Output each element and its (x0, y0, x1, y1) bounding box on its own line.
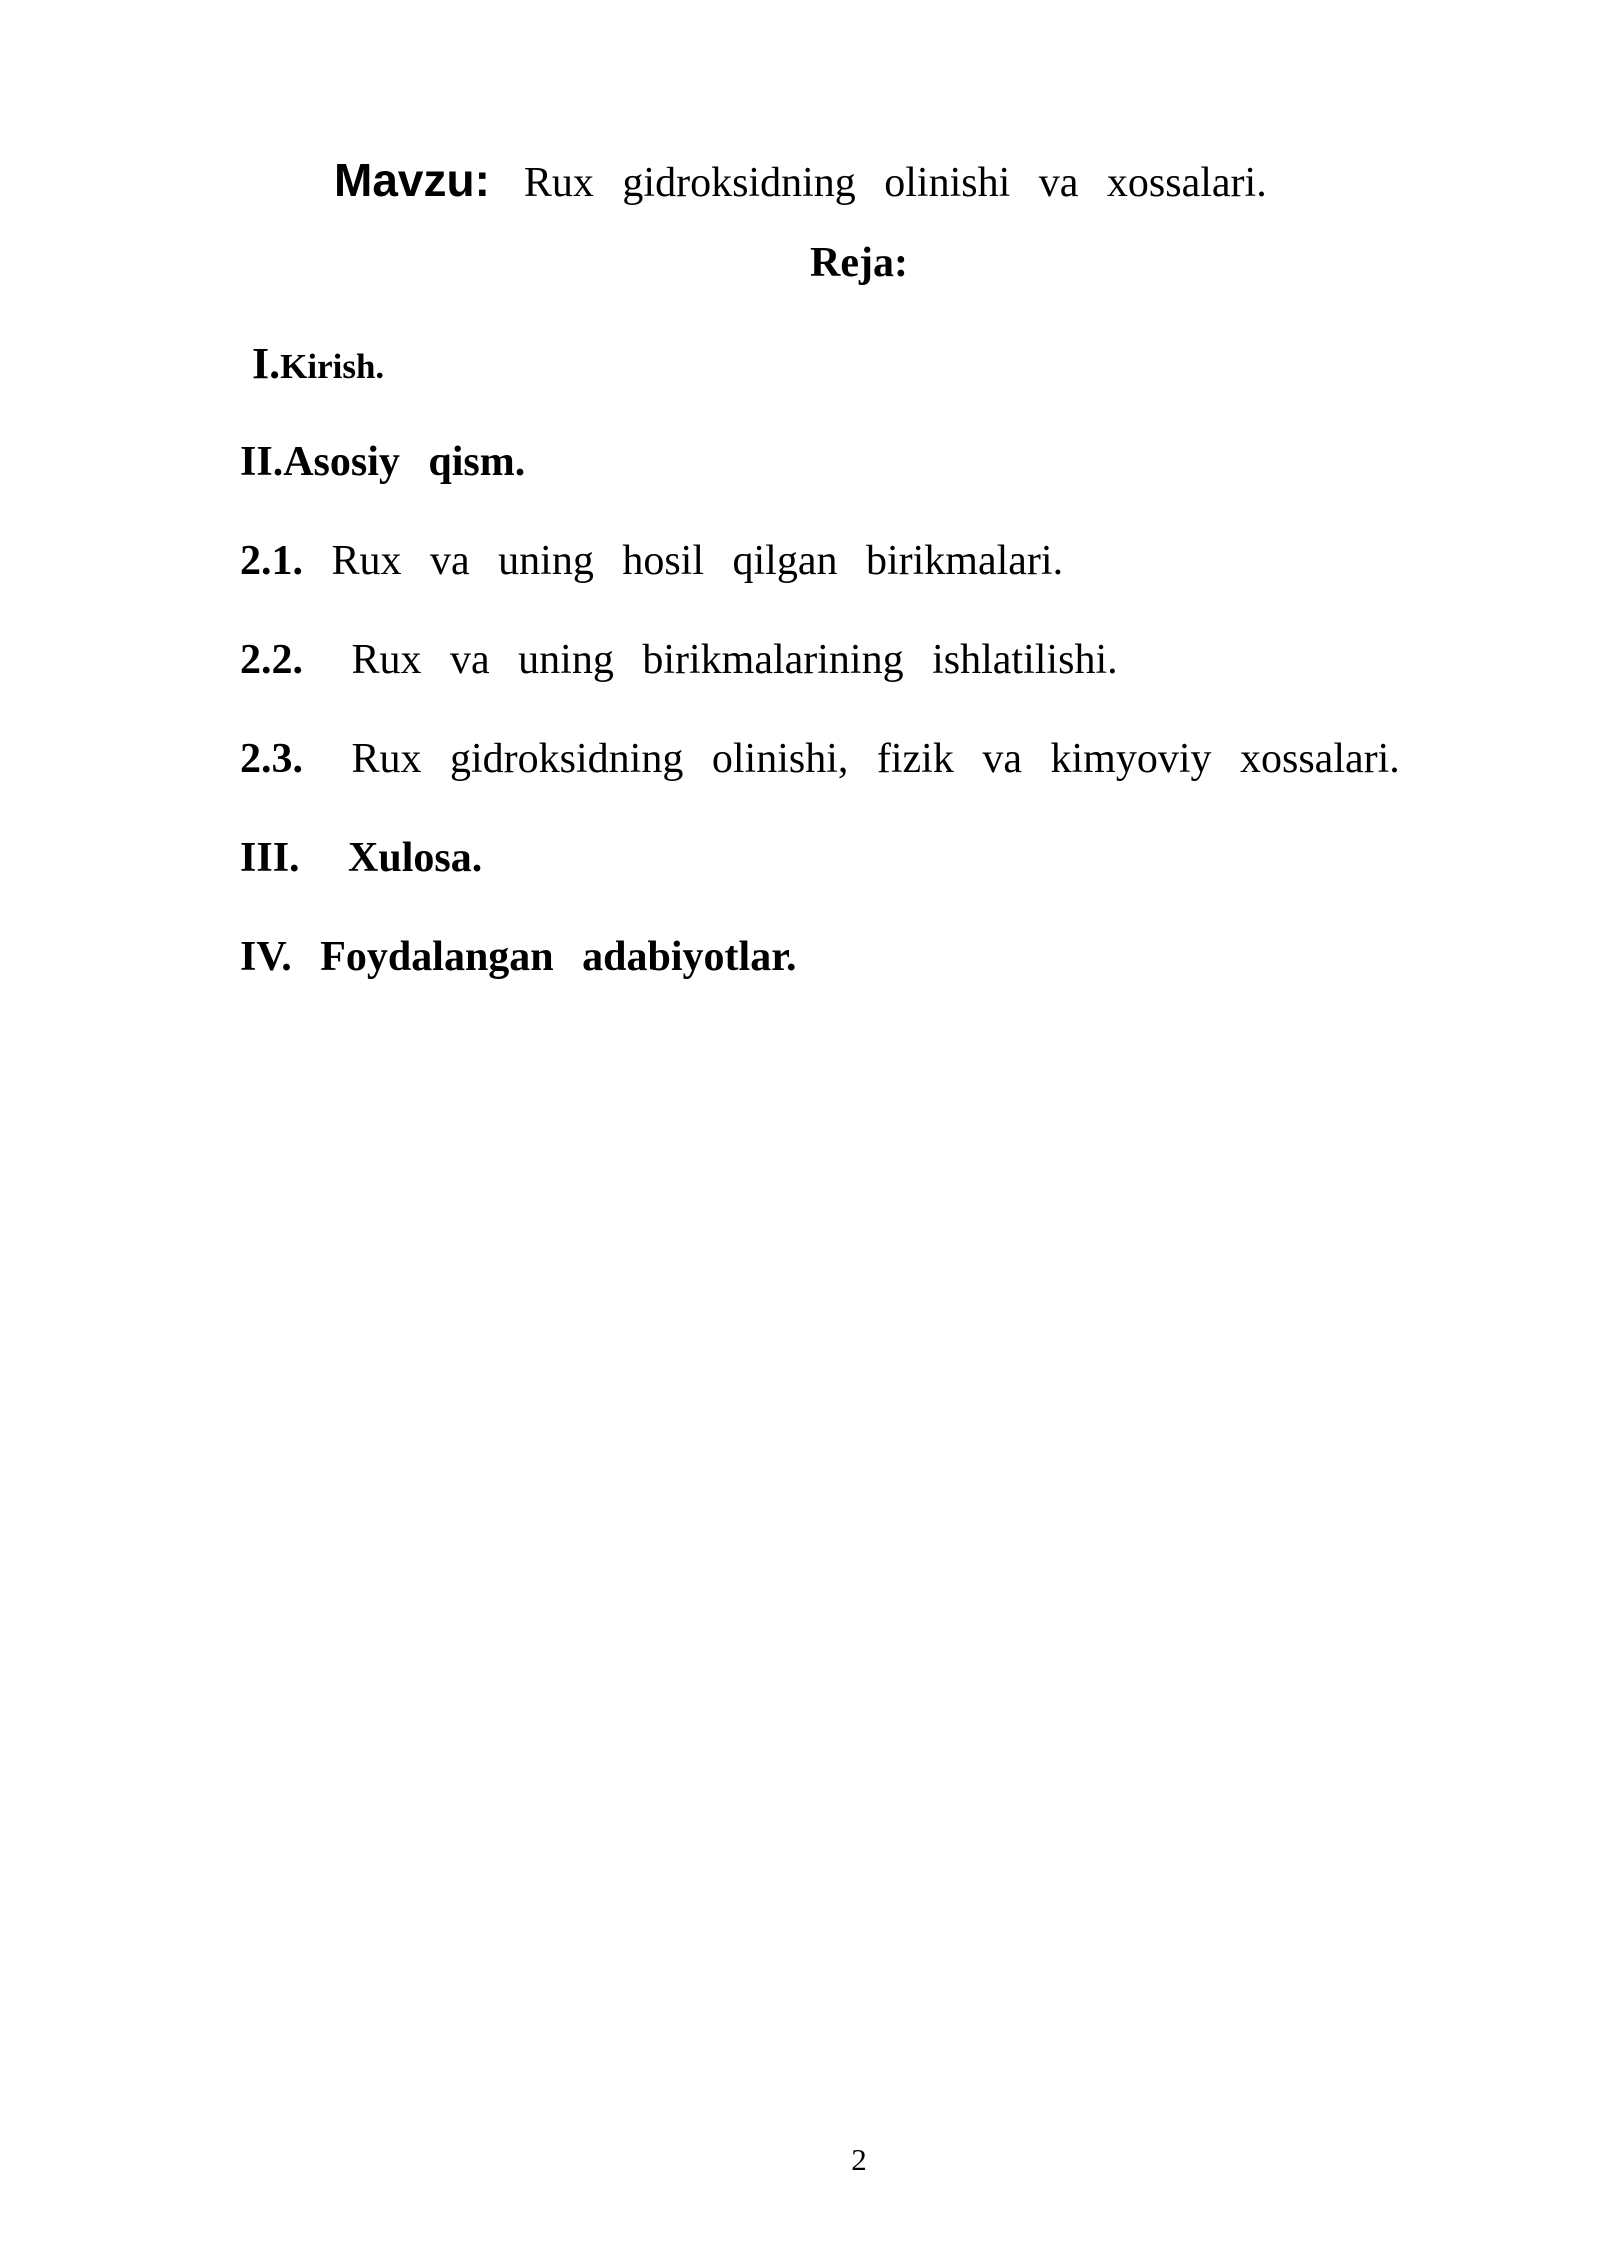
plan-item-number: 2.2. (240, 637, 303, 683)
document-title (334, 150, 1267, 213)
plan-item-number: III. (240, 835, 300, 881)
plan-item-2-1 (240, 531, 1063, 591)
page-number: 2 (851, 2142, 867, 2177)
plan-item-number: 2.1. (240, 538, 303, 584)
plan-item-text: Rux gidroksidning olinishi, fizik va kimyoviy xossalari. (351, 736, 1400, 782)
title-label: Mavzu: (334, 154, 490, 206)
plan-item-number: IV. (240, 934, 292, 980)
plan-item-asosiy (240, 432, 525, 492)
plan-heading: Reja: (810, 240, 908, 286)
plan-item-number: I. (252, 339, 281, 388)
plan-item-number: 2.3. (240, 736, 303, 782)
plan-item-xulosa (240, 828, 482, 888)
title-text: Rux gidroksidning olinishi va xossalari. (523, 160, 1267, 206)
plan-item-2-3 (240, 729, 1400, 789)
plan-item-adabiyotlar (240, 927, 797, 987)
plan-item-text: Foydalangan adabiyotlar. (320, 934, 797, 980)
plan-item-text: Asosiy qism. (283, 439, 526, 485)
plan-item-number: II. (240, 439, 284, 485)
plan-item-text: Rux va uning hosil qilgan birikmalari. (331, 538, 1064, 584)
plan-item-text: Xulosa. (348, 835, 483, 881)
plan-item-text: Kirish. (280, 347, 385, 386)
plan-item-kirish (252, 334, 384, 397)
plan-item-text: Rux va uning birikmalarining ishlatilishi. (351, 637, 1118, 683)
plan-item-2-2 (240, 630, 1118, 690)
